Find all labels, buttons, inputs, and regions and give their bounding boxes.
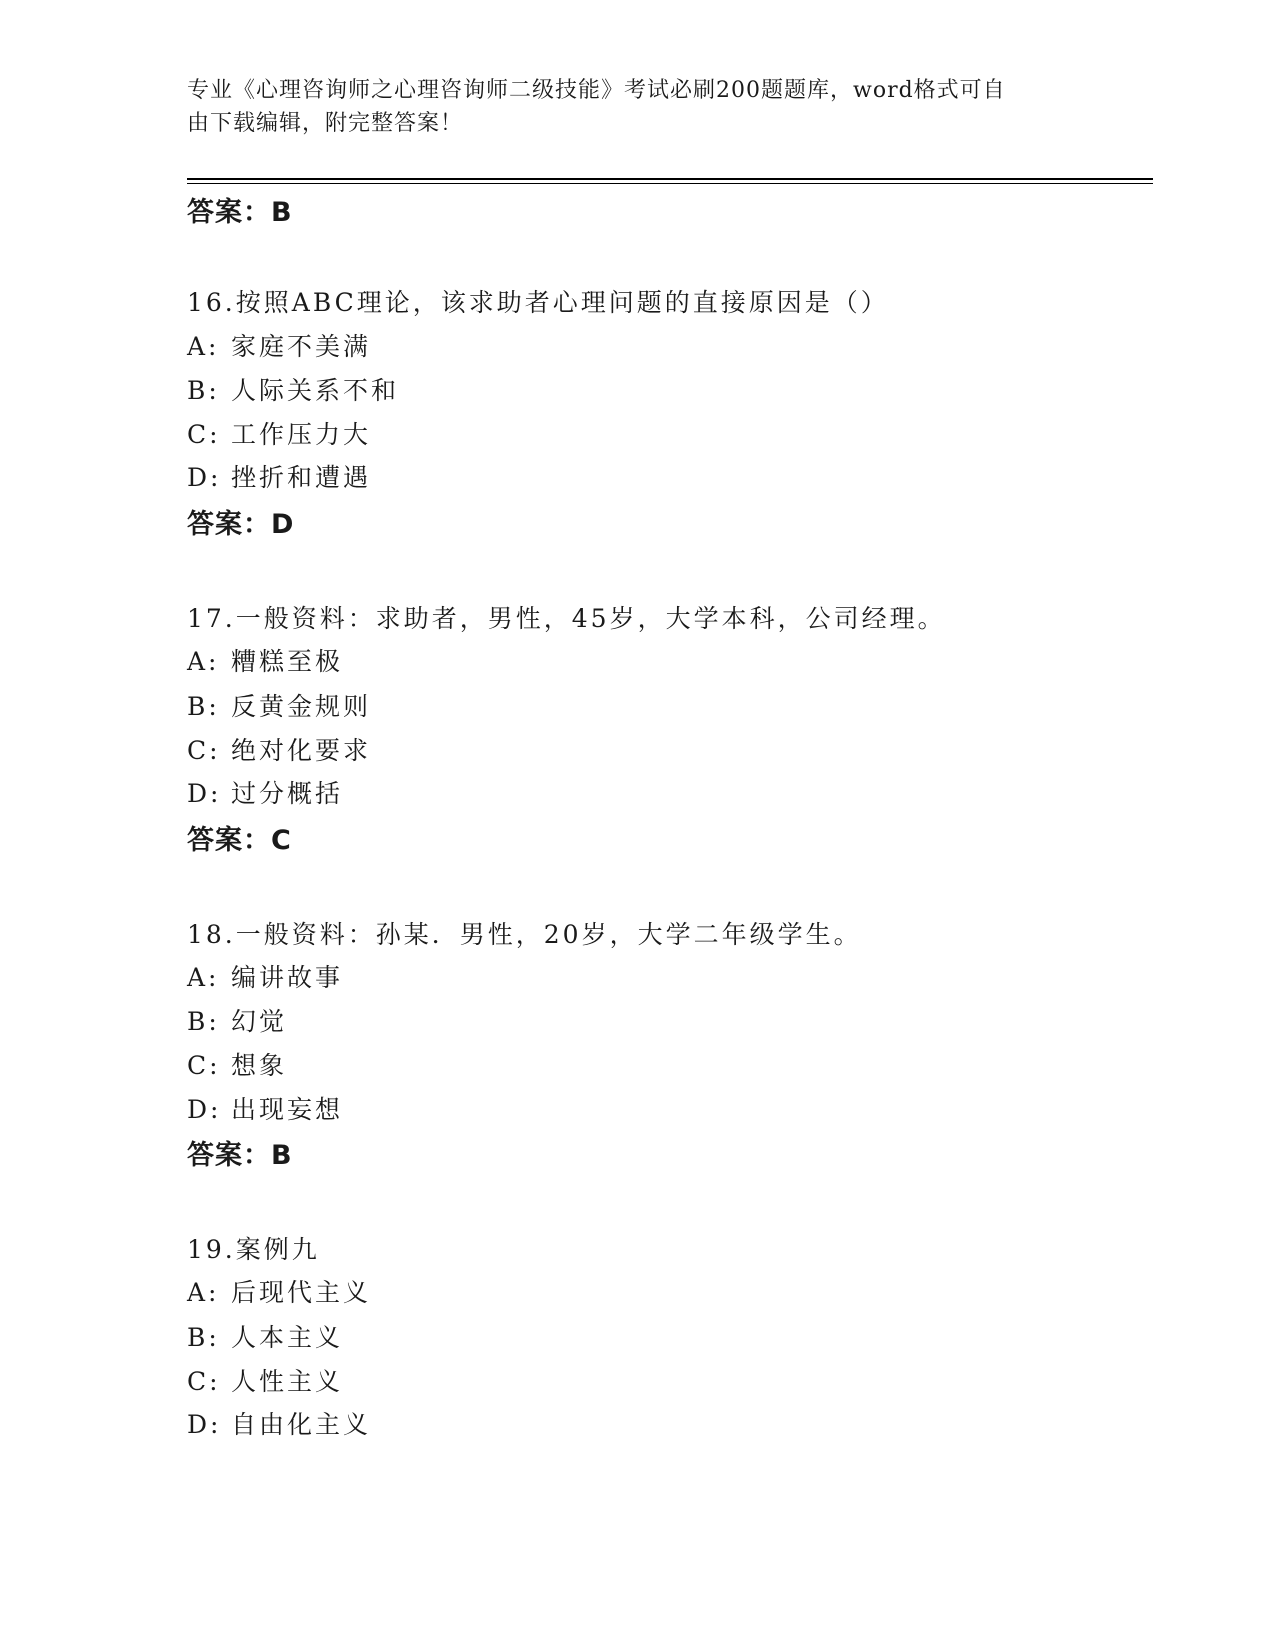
option-text: 糟糕至极	[231, 647, 344, 676]
option-a	[187, 1273, 371, 1309]
option-text: 自由化主义	[231, 1410, 372, 1439]
option-letter: A:	[187, 332, 220, 361]
question-stem: 17.一般资料：求助者，男性，45岁，大学本科，公司经理。	[187, 604, 946, 633]
option-letter: C:	[187, 736, 221, 765]
option-text: 人性主义	[231, 1367, 344, 1396]
option-letter: D:	[187, 1095, 222, 1124]
option-letter: C:	[187, 1367, 221, 1396]
option-b	[187, 687, 371, 723]
option-b	[187, 1002, 287, 1038]
option-text: 反黄金规则	[231, 692, 372, 721]
option-text: 家庭不美满	[231, 332, 372, 361]
question-stem: 19.案例九	[187, 1235, 320, 1264]
option-text: 出现妄想	[231, 1095, 344, 1124]
option-d	[187, 1405, 371, 1441]
option-text: 挫折和遭遇	[231, 463, 372, 492]
header-divider-thin	[187, 183, 1153, 184]
option-d	[187, 774, 343, 810]
option-d	[187, 458, 371, 494]
option-letter: C:	[187, 1051, 221, 1080]
header-line-2: 由下载编辑，附完整答案！	[187, 111, 464, 136]
option-letter: B:	[187, 376, 220, 405]
option-b	[187, 371, 399, 407]
option-letter: B:	[187, 1007, 220, 1036]
answer-line: 答案：B	[187, 1140, 293, 1171]
option-text: 后现代主义	[231, 1278, 372, 1307]
option-a	[187, 958, 343, 994]
option-letter: A:	[187, 1278, 220, 1307]
option-text: 过分概括	[231, 779, 344, 808]
header-divider-thick	[187, 178, 1153, 180]
document-header	[187, 74, 1067, 140]
option-c	[187, 1046, 287, 1082]
question-stem: 16.按照ABC理论，该求助者心理问题的直接原因是（）	[187, 288, 889, 317]
option-letter: B:	[187, 692, 220, 721]
option-text: 工作压力大	[231, 420, 372, 449]
option-letter: A:	[187, 647, 220, 676]
option-letter: D:	[187, 1410, 222, 1439]
option-c	[187, 731, 371, 767]
option-text: 人际关系不和	[231, 376, 400, 405]
option-letter: C:	[187, 420, 221, 449]
option-d	[187, 1090, 343, 1126]
option-letter: D:	[187, 463, 222, 492]
option-text: 编讲故事	[231, 963, 344, 992]
option-c	[187, 415, 371, 451]
option-text: 人本主义	[231, 1323, 344, 1352]
option-c	[187, 1362, 343, 1398]
header-line-1: 专业《心理咨询师之心理咨询师二级技能》考试必刷200题题库，word格式可自	[187, 78, 1006, 103]
option-letter: B:	[187, 1323, 220, 1352]
option-text: 想象	[231, 1051, 288, 1080]
option-a	[187, 327, 371, 363]
option-text: 绝对化要求	[231, 736, 372, 765]
answer-line: 答案：C	[187, 825, 292, 856]
answer-line: 答案：D	[187, 509, 295, 540]
option-letter: D:	[187, 779, 222, 808]
option-b	[187, 1318, 343, 1354]
option-a	[187, 642, 343, 678]
option-text: 幻觉	[231, 1007, 288, 1036]
question-stem: 18.一般资料：孙某．男性，20岁，大学二年级学生。	[187, 920, 862, 949]
answer-line: 答案：B	[187, 197, 293, 228]
option-letter: A:	[187, 963, 220, 992]
